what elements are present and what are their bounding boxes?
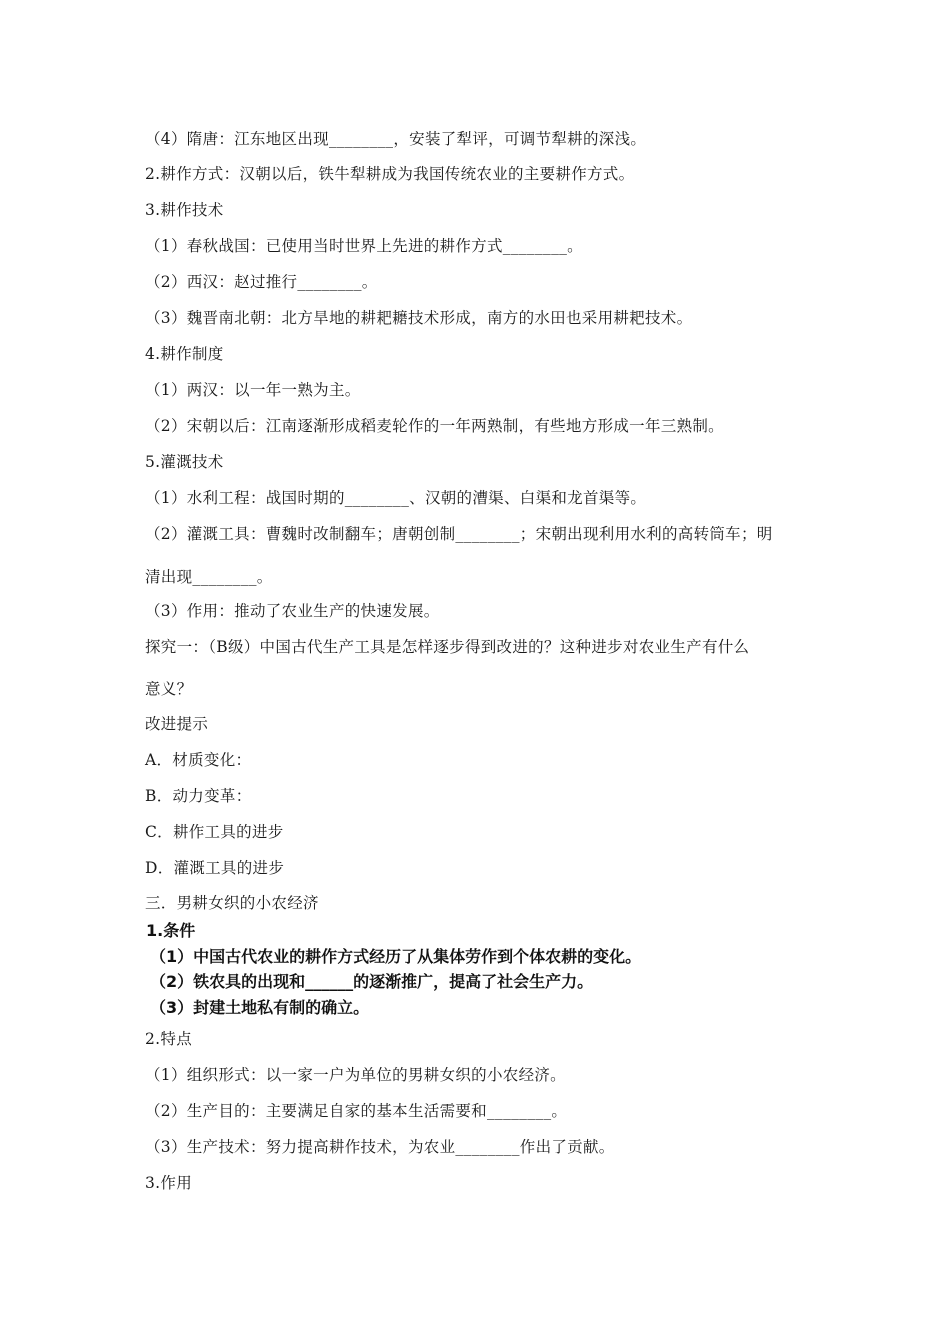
heading-2: 2.耕作方式：汉朝以后，铁牛犁耕成为我国传统农业的主要耕作方式。 xyxy=(145,165,635,183)
hint-b: B．动力变革： xyxy=(145,787,252,805)
feature-2: （2）生产目的：主要满足自家的基本生活需要和________。 xyxy=(145,1102,568,1120)
line-3-2: （2）西汉：赵过推行________。 xyxy=(145,273,378,291)
inquiry-1: 探究一：（B级）中国古代生产工具是怎样逐步得到改进的？这种进步对农业生产有什么 xyxy=(145,638,750,656)
pasted-image-conditions xyxy=(142,919,662,1031)
section-3-heading: 三．男耕女织的小农经济 xyxy=(145,894,319,912)
line-4-2: （2）宋朝以后：江南逐渐形成稻麦轮作的一年两熟制，有些地方形成一年三熟制。 xyxy=(145,417,724,435)
line-5-3: （3）作用：推动了农业生产的快速发展。 xyxy=(145,602,440,620)
inset-line-1: （1）中国古代农业的耕作方式经历了从集体劳作到个体农耕的变化。 xyxy=(150,947,642,966)
line-1-4: （4）隋唐：江东地区出现________，安装了犁评，可调节犁耕的深浅。 xyxy=(145,130,647,148)
hint-heading: 改进提示 xyxy=(145,715,209,733)
heading-4: 4.耕作制度 xyxy=(145,345,224,363)
line-4-1: （1）两汉：以一年一熟为主。 xyxy=(145,381,361,399)
hint-d: D．灌溉工具的进步 xyxy=(145,859,285,877)
line-5-2-cont: 清出现________。 xyxy=(145,568,273,586)
hint-c: C．耕作工具的进步 xyxy=(145,823,284,841)
line-5-2: （2）灌溉工具：曹魏时改制翻车；唐朝创制________；宋朝出现利用水利的高转筒车；明 xyxy=(145,525,773,543)
hint-a: A．材质变化： xyxy=(145,751,252,769)
heading-2-features: 2.特点 xyxy=(145,1030,192,1048)
inset-line-3: （3）封建土地私有制的确立。 xyxy=(150,998,370,1017)
inset-line-2: （2）铁农具的出现和______的逐渐推广，提高了社会生产力。 xyxy=(150,972,594,991)
inset-title: 1.条件 xyxy=(146,921,196,940)
line-5-1: （1）水利工程：战国时期的________、汉朝的漕渠、白渠和龙首渠等。 xyxy=(145,489,647,507)
heading-3: 3.耕作技术 xyxy=(145,201,224,219)
feature-3: （3）生产技术：努力提高耕作技术，为农业________作出了贡献。 xyxy=(145,1138,615,1156)
heading-5: 5.灌溉技术 xyxy=(145,453,224,471)
line-3-1: （1）春秋战国：已使用当时世界上先进的耕作方式________。 xyxy=(145,237,583,255)
line-3-3: （3）魏晋南北朝：北方旱地的耕耙耱技术形成，南方的水田也采用耕耙技术。 xyxy=(145,309,693,327)
inquiry-1-cont: 意义？ xyxy=(145,680,193,698)
feature-1: （1）组织形式：以一家一户为单位的男耕女织的小农经济。 xyxy=(145,1066,566,1084)
heading-3-role: 3.作用 xyxy=(145,1174,192,1192)
